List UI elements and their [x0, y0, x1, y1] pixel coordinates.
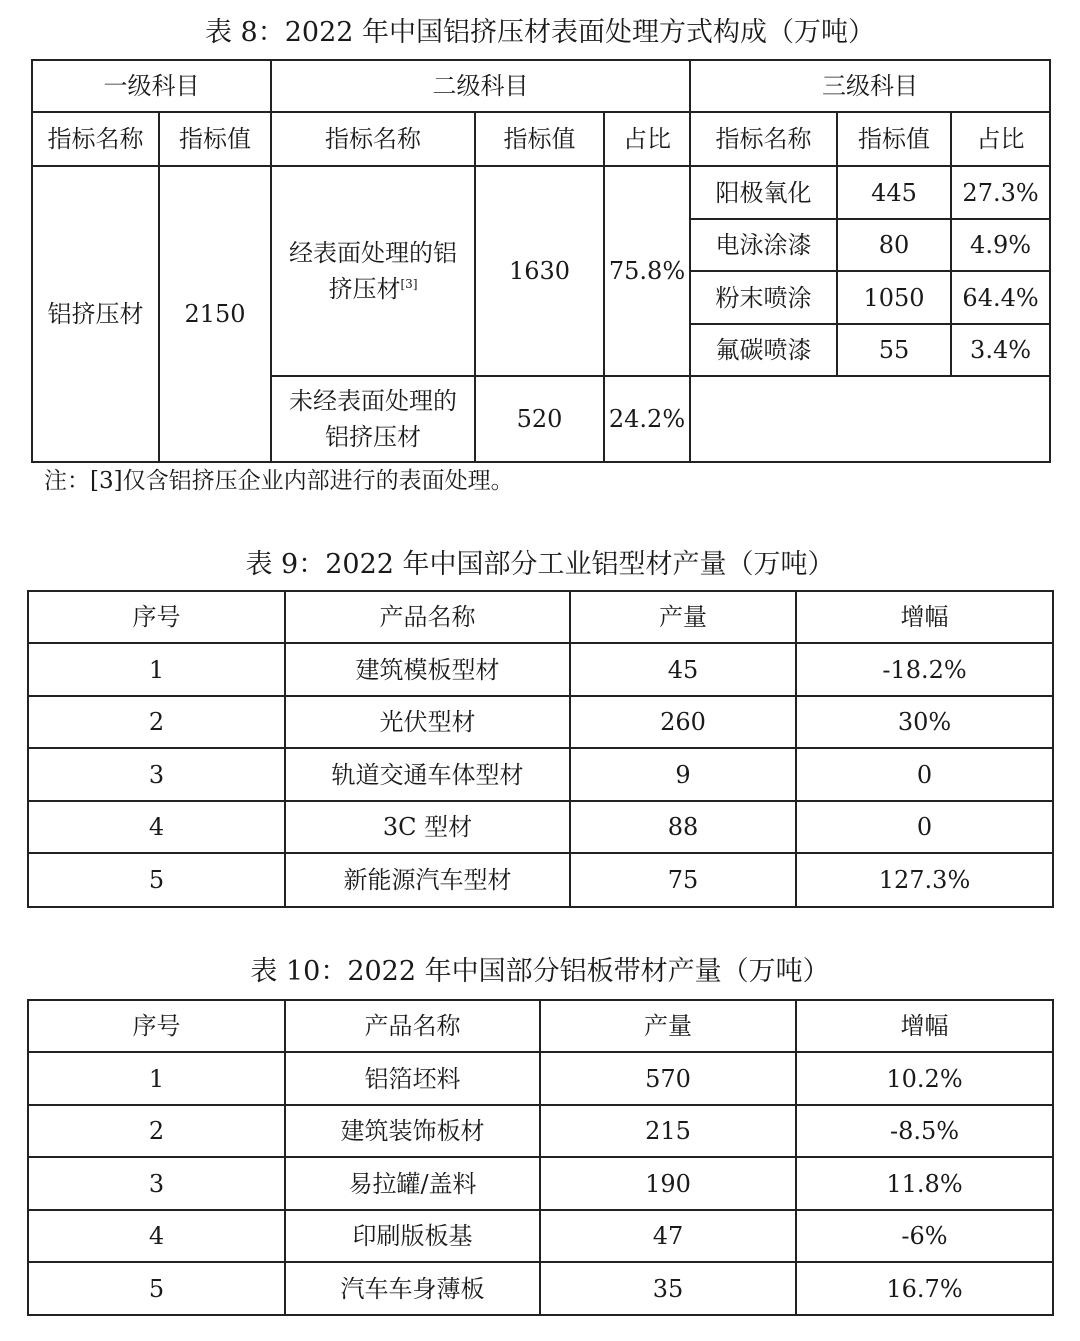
col-header-product: 产品名称: [285, 1000, 540, 1052]
row-growth: 10.2%: [796, 1052, 1053, 1105]
row-index: 1: [28, 643, 285, 696]
row-growth: 11.8%: [796, 1157, 1053, 1210]
row-growth: -8.5%: [796, 1105, 1053, 1157]
l2-value-header: 指标值: [475, 112, 604, 166]
l1-value-header: 指标值: [159, 112, 271, 166]
row-product: 建筑装饰板材: [285, 1105, 540, 1157]
row-index: 1: [28, 1052, 285, 1105]
level2-untreated-value: 520: [475, 376, 604, 462]
level3-value: 55: [837, 324, 951, 376]
level2-untreated-name-line1: 未经表面处理的: [289, 387, 457, 415]
row-output: 35: [540, 1262, 796, 1315]
level2-treated-value: 1630: [475, 166, 604, 376]
level3-value: 80: [837, 219, 951, 271]
level2-untreated-share: 24.2%: [604, 376, 690, 462]
row-growth: 127.3%: [796, 853, 1053, 907]
col-header-index: 序号: [28, 591, 285, 643]
level3-name: 氟碳喷漆: [690, 324, 837, 376]
table-row: [28, 853, 1053, 907]
row-index: 3: [28, 748, 285, 801]
level2-treated-share: 75.8%: [604, 166, 690, 376]
level2-untreated-name: [271, 376, 475, 462]
l3-value-header: 指标值: [837, 112, 951, 166]
row-output: 88: [570, 801, 796, 853]
level1-value: 2150: [159, 166, 271, 462]
level3-share: 27.3%: [951, 166, 1050, 219]
l1-name-header: 指标名称: [32, 112, 159, 166]
l3-share-header: 占比: [951, 112, 1050, 166]
l2-share-header: 占比: [604, 112, 690, 166]
table8-note: 注：[3]仅含铝挤压企业内部进行的表面处理。: [44, 468, 514, 494]
row-output: 75: [570, 853, 796, 907]
row-product: 印刷版板基: [285, 1210, 540, 1262]
table-row: [28, 1157, 1053, 1210]
row-output: 570: [540, 1052, 796, 1105]
row-growth: 30%: [796, 696, 1053, 748]
level2-treated-name-line2: 挤压材: [328, 275, 401, 303]
footnote-ref: [3]: [400, 277, 418, 291]
table9-caption: 表 9：2022 年中国部分工业铝型材产量（万吨）: [245, 549, 835, 580]
level2-untreated-name-line2: 铝挤压材: [325, 423, 421, 451]
row-product: 汽车车身薄板: [285, 1262, 540, 1315]
col-header-product: 产品名称: [285, 591, 570, 643]
level3-name: 电泳涂漆: [690, 219, 837, 271]
level3-value: 445: [837, 166, 951, 219]
level3-share: 64.4%: [951, 271, 1050, 324]
table8-caption: 表 8：2022 年中国铝挤压材表面处理方式构成（万吨）: [204, 17, 876, 48]
row-index: 5: [28, 853, 285, 907]
row-output: 47: [540, 1210, 796, 1262]
table9: [27, 590, 1054, 908]
table-row: [28, 1105, 1053, 1157]
table-row: [28, 801, 1053, 853]
row-growth: 16.7%: [796, 1262, 1053, 1315]
row-index: 4: [28, 801, 285, 853]
row-index: 4: [28, 1210, 285, 1262]
col-header-growth: 增幅: [796, 591, 1053, 643]
table10: [27, 999, 1054, 1316]
table-row: [28, 1052, 1053, 1105]
table10-caption: 表 10：2022 年中国部分铝板带材产量（万吨）: [250, 956, 830, 987]
row-output: 9: [570, 748, 796, 801]
table-row: [28, 696, 1053, 748]
col-header-output: 产量: [540, 1000, 796, 1052]
row-index: 2: [28, 1105, 285, 1157]
col-header-output: 产量: [570, 591, 796, 643]
row-growth: 0: [796, 748, 1053, 801]
l2-name-header: 指标名称: [271, 112, 475, 166]
row-output: 260: [570, 696, 796, 748]
level2-treated-name-line1: 经表面处理的铝: [289, 239, 457, 267]
row-output: 45: [570, 643, 796, 696]
row-product: 易拉罐/盖料: [285, 1157, 540, 1210]
table-row: [28, 748, 1053, 801]
col-header-growth: 增幅: [796, 1000, 1053, 1052]
table8: [31, 59, 1051, 463]
row-product: 建筑模板型材: [285, 643, 570, 696]
row-index: 3: [28, 1157, 285, 1210]
level3-name: 粉末喷涂: [690, 271, 837, 324]
row-output: 190: [540, 1157, 796, 1210]
level3-share: 4.9%: [951, 219, 1050, 271]
col-header-index: 序号: [28, 1000, 285, 1052]
row-product: 新能源汽车型材: [285, 853, 570, 907]
l3-name-header: 指标名称: [690, 112, 837, 166]
table-row: [28, 643, 1053, 696]
row-growth: 0: [796, 801, 1053, 853]
row-index: 5: [28, 1262, 285, 1315]
level3-name: 阳极氧化: [690, 166, 837, 219]
row-output: 215: [540, 1105, 796, 1157]
level1-name: 铝挤压材: [32, 166, 159, 462]
level1-header: 一级科目: [32, 60, 271, 112]
level3-share: 3.4%: [951, 324, 1050, 376]
table-row: [28, 1210, 1053, 1262]
row-product: 光伏型材: [285, 696, 570, 748]
level2-header: 二级科目: [271, 60, 690, 112]
row-product: 铝箔坯料: [285, 1052, 540, 1105]
level3-value: 1050: [837, 271, 951, 324]
empty-cell: [690, 376, 1050, 462]
table-row: [28, 1262, 1053, 1315]
row-product: 3C 型材: [285, 801, 570, 853]
row-product: 轨道交通车体型材: [285, 748, 570, 801]
row-growth: -6%: [796, 1210, 1053, 1262]
level3-header: 三级科目: [690, 60, 1050, 112]
level2-treated-name: [271, 166, 475, 376]
row-growth: -18.2%: [796, 643, 1053, 696]
row-index: 2: [28, 696, 285, 748]
